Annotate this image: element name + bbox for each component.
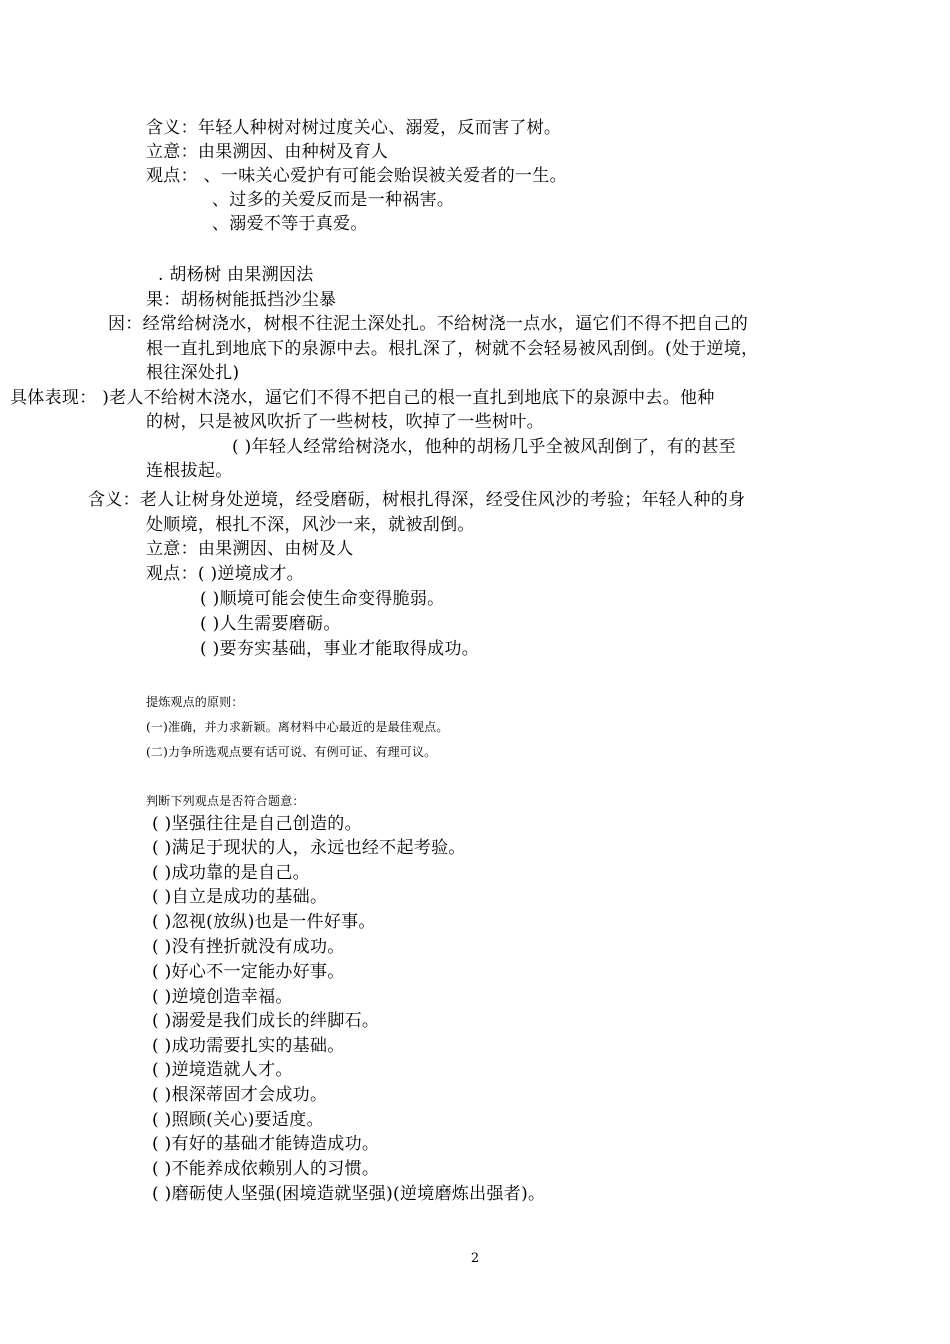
judge-item: ( )逆境创造幸福。	[152, 987, 293, 1007]
judge-item: ( )忽视(放纵)也是一件好事。	[152, 912, 376, 932]
cause-line: 根往深处扎)	[146, 363, 240, 383]
judge-item: ( )成功需要扎实的基础。	[152, 1036, 345, 1056]
judge-item: ( )满足于现状的人，永远也经不起考验。	[152, 838, 466, 858]
judge-item: ( )溺爱是我们成长的绊脚石。	[152, 1011, 380, 1031]
expression-line: 的树，只是被风吹折了一些树枝，吹掉了一些树叶。	[146, 412, 544, 432]
effect-line: 果：胡杨树能抵挡沙尘暴	[146, 290, 337, 310]
judge-item: ( )成功靠的是自己。	[152, 863, 310, 883]
viewpoint-line: 观点：( )逆境成才。	[146, 564, 304, 584]
expression-line: 连根拔起。	[146, 461, 233, 481]
expression-line: ( )年轻人经常给树浇水，他种的胡杨几乎全被风刮倒了，有的甚至	[232, 437, 736, 457]
judge-item: ( )没有挫折就没有成功。	[152, 937, 345, 957]
viewpoint-line: 、过多的关爱反而是一种祸害。	[212, 190, 455, 210]
judge-item: ( )坚强往往是自己创造的。	[152, 814, 362, 834]
viewpoint-line: 观点： 、一味关心爱护有可能会贻误被关爱者的一生。	[146, 166, 567, 186]
principle-item: (一)准确，并力求新颖。离材料中心最近的是最佳观点。	[146, 720, 449, 734]
expression-line: 具体表现： )老人不给树木浇水，逼它们不得不把自己的根一直扎到地底下的泉源中去。他种	[10, 388, 715, 408]
judge-item: ( )好心不一定能办好事。	[152, 962, 345, 982]
judge-item: ( )不能养成依赖别人的习惯。	[152, 1159, 380, 1179]
viewpoint-line: ( )顺境可能会使生命变得脆弱。	[200, 589, 445, 609]
viewpoint-line: 、溺爱不等于真爱。	[212, 214, 368, 234]
judge-item: ( )自立是成功的基础。	[152, 887, 328, 907]
judge-item: ( )照顾(关心)要适度。	[152, 1110, 324, 1130]
meaning-line: 含义：老人让树身处逆境，经受磨砺，树根扎得深，经受住风沙的考验；年轻人种的身	[88, 490, 746, 510]
judge-title: 判断下列观点是否符合题意：	[146, 794, 305, 808]
judge-item: ( )逆境造就人才。	[152, 1060, 293, 1080]
intent-line: 立意：由果溯因、由种树及育人	[146, 142, 389, 162]
viewpoint-line: ( )人生需要磨砺。	[200, 614, 341, 634]
judge-item: ( )根深蒂固才会成功。	[152, 1085, 328, 1105]
cause-line: 因：经常给树浇水，树根不往泥土深处扎。不给树浇一点水，逼它们不得不把自己的	[108, 314, 749, 334]
judge-item: ( )磨砺使人坚强(困境造就坚强)(逆境磨炼出强者)。	[152, 1184, 546, 1204]
principle-item: (二)力争所选观点要有话可说、有例可证、有理可议。	[146, 745, 437, 759]
intent-line: 立意：由果溯因、由树及人	[146, 539, 354, 559]
meaning-line: 处顺境，根扎不深，风沙一来，就被刮倒。	[146, 515, 475, 535]
meaning-line: 含义：年轻人种树对树过度关心、溺爱，反而害了树。	[146, 118, 562, 138]
principles-title: 提炼观点的原则：	[146, 695, 244, 709]
viewpoint-line: ( )要夯实基础，事业才能取得成功。	[200, 639, 480, 659]
page-number: 2	[470, 1251, 480, 1266]
cause-line: 根一直扎到地底下的泉源中去。根扎深了，树就不会轻易被风刮倒。(处于逆境，	[146, 339, 759, 359]
judge-item: ( )有好的基础才能铸造成功。	[152, 1134, 380, 1154]
section-heading: . 胡杨树 由果溯因法	[158, 265, 314, 285]
